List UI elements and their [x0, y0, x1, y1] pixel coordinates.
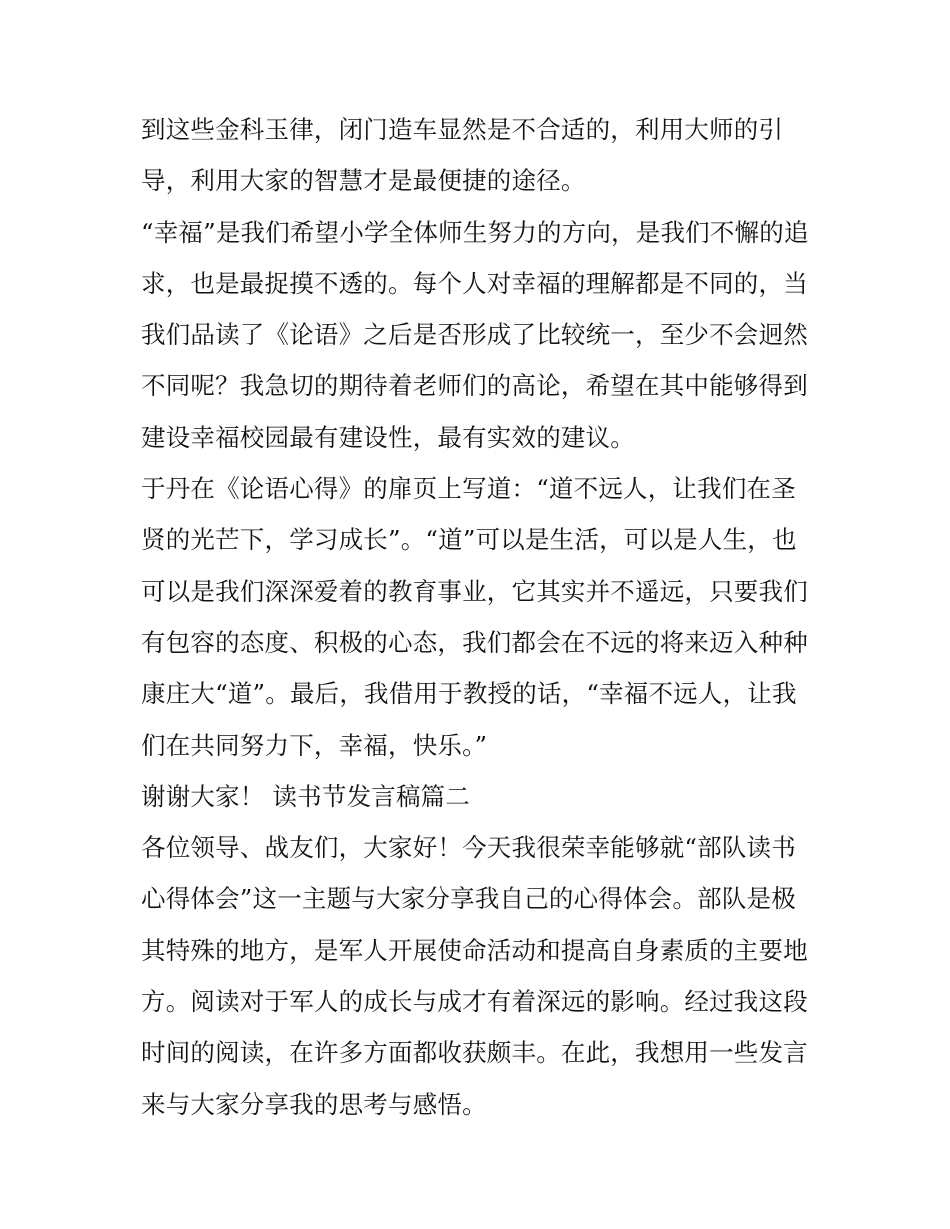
- text-line: 于丹在《论语心得》的扉页上写道：“道不远人，让我们在圣: [141, 474, 796, 504]
- text-line: 心得体会”这一主题与大家分享我自己的心得体会。部队是极: [141, 884, 796, 914]
- text-line: 们在共同努力下，幸福，快乐。”: [141, 730, 488, 760]
- section-heading-line: 谢谢大家！ 读书节发言稿篇二: [141, 781, 471, 811]
- text-line: 时间的阅读，在许多方面都收获颇丰。在此，我想用一些发言: [141, 1038, 808, 1068]
- text-line: 不同呢？我急切的期待着老师们的高论，希望在其中能够得到: [141, 371, 808, 401]
- text-line: 到这些金科玉律，闭门造车显然是不合适的，利用大师的引: [141, 115, 784, 144]
- text-line: 导，利用大家的智慧才是最便捷的途径。: [141, 166, 586, 196]
- text-line: 有包容的态度、积极的心态，我们都会在不远的将来迈入种种: [141, 627, 808, 657]
- text-line: 各位领导、战友们，大家好！今天我很荣幸能够就“部队读书: [141, 833, 796, 863]
- text-line: “幸福”是我们希望小学全体师生努力的方向，是我们不懈的追: [141, 217, 809, 247]
- text-line: 我们品读了《论语》之后是否形成了比较统一，至少不会迥然: [141, 320, 808, 350]
- text-line: 贤的光芒下，学习成长”。“道”可以是生活，可以是人生，也: [141, 525, 797, 555]
- text-line: 方。阅读对于军人的成长与成才有着深远的影响。经过我这段: [141, 987, 808, 1017]
- text-line: 求，也是最捉摸不透的。每个人对幸福的理解都是不同的，当: [141, 268, 808, 298]
- text-line: 建设幸福校园最有建设性，最有实效的建议。: [141, 422, 635, 452]
- text-line: 来与大家分享我的思考与感悟。: [141, 1089, 487, 1119]
- document-body: [141, 104, 821, 1130]
- text-line: 康庄大“道”。最后，我借用于教授的话，“幸福不远人，让我: [141, 679, 797, 709]
- text-line: 可以是我们深深爱着的教育事业，它其实并不遥远，只要我们: [141, 576, 808, 606]
- text-line: 其特殊的地方，是军人开展使命活动和提高自身素质的主要地: [141, 935, 808, 965]
